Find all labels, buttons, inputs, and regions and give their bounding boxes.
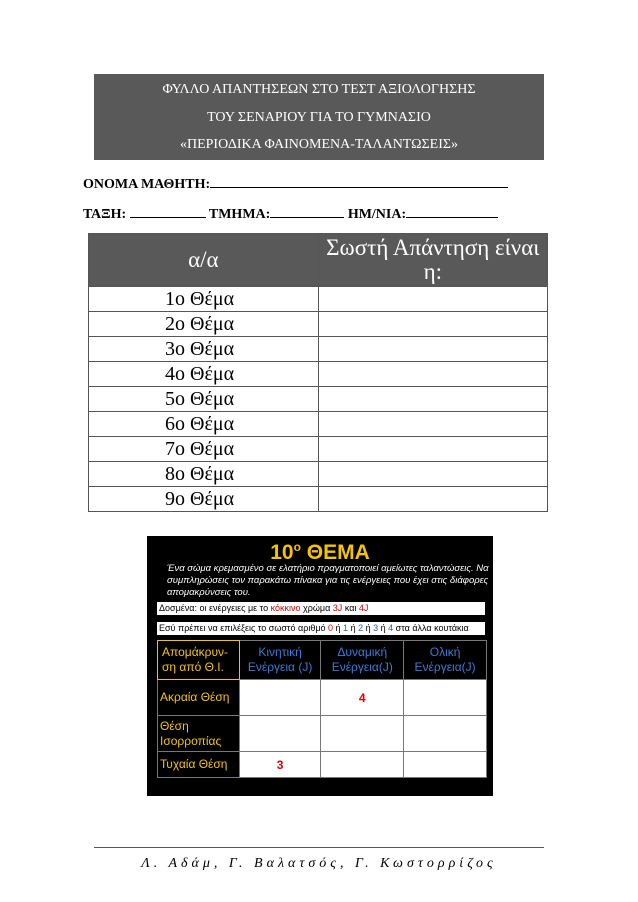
answer-cell[interactable] — [318, 437, 547, 462]
header-line-1: ΦΥΛΛΟ ΑΠΑΝΤΗΣΕΩΝ ΣΤΟ ΤΕΣΤ ΑΞΙΟΛΟΓΗΣΗΣ — [162, 82, 476, 97]
student-name-field — [83, 174, 508, 193]
choice-0: 0 — [328, 623, 334, 633]
choice-2: 2 — [358, 623, 364, 633]
energy-table — [157, 640, 487, 778]
given-and: και — [342, 603, 359, 613]
title-number: 10 — [270, 541, 294, 564]
table-row — [89, 287, 548, 312]
question-label: 1ο Θέμα — [89, 287, 319, 312]
title-superscript: ο — [293, 540, 301, 554]
class-line[interactable] — [130, 204, 206, 218]
date-line[interactable] — [406, 204, 498, 218]
question-label: 8ο Θέμα — [89, 462, 319, 487]
total-cell[interactable] — [404, 716, 487, 752]
or-1: ή — [333, 623, 344, 633]
given-value-2: 4J — [358, 603, 369, 613]
kinetic-cell[interactable]: 3 — [239, 752, 320, 778]
given-value-1: 3J — [332, 603, 343, 613]
header-line-3: «ΠΕΡΙΟΔΙΚΑ ΦΑΙΝΟΜΕΝΑ-ΤΑΛΑΝΤΩΣΕΙΣ» — [179, 137, 459, 152]
potential-cell[interactable] — [321, 752, 404, 778]
potential-cell[interactable]: 4 — [321, 680, 404, 716]
answer-cell[interactable] — [318, 387, 547, 412]
question-10-title — [147, 540, 493, 565]
or-4: ή — [378, 623, 389, 633]
or-3: ή — [363, 623, 374, 633]
given-prefix: Δοσμένα: οι ενέργειες με το — [159, 603, 271, 613]
student-name-line[interactable] — [210, 174, 508, 188]
answer-cell[interactable] — [318, 287, 547, 312]
answer-cell[interactable] — [318, 337, 547, 362]
given-mid: χρώμα — [300, 603, 333, 613]
table-row — [89, 462, 548, 487]
header-line-2: ΤΟΥ ΣΕΝΑΡΙΟΥ ΓΙΑ ΤΟ ΓΥΜΝΑΣΙΟ — [207, 110, 431, 125]
col-number-header: α/α — [89, 234, 319, 287]
footer-authors: Λ. Αδάμ, Γ. Βαλατσός, Γ. Κωστορρίζος — [141, 856, 497, 871]
answer-cell[interactable] — [318, 312, 547, 337]
answer-table — [88, 233, 548, 512]
table-row — [89, 337, 548, 362]
answer-cell[interactable] — [318, 362, 547, 387]
given-red-word: κόκκινο — [270, 603, 301, 613]
or-2: ή — [348, 623, 359, 633]
displacement-header: Απομάκρυν-ση από Θ.Ι. — [158, 641, 240, 680]
table-row — [89, 362, 548, 387]
question-label: 3ο Θέμα — [89, 337, 319, 362]
potential-header: Δυναμική Ενέργεια(J) — [321, 641, 404, 680]
choice-3: 3 — [373, 623, 379, 633]
table-row — [158, 752, 487, 778]
row-label: Τυχαία Θέση — [158, 752, 240, 778]
table-row — [89, 387, 548, 412]
total-cell[interactable] — [404, 752, 487, 778]
header-box — [94, 74, 544, 160]
given-bar — [157, 602, 485, 615]
table-row — [158, 716, 487, 752]
choice-1: 1 — [343, 623, 349, 633]
answer-cell[interactable] — [318, 487, 547, 512]
total-cell[interactable] — [404, 680, 487, 716]
answer-cell[interactable] — [318, 412, 547, 437]
table-row — [158, 680, 487, 716]
row-label: Θέση Ισορροπίας — [158, 716, 240, 752]
student-name-label: ΟΝΟΜΑ ΜΑΘΗΤΗ: — [83, 177, 211, 192]
table-row — [89, 312, 548, 337]
question-label: 5ο Θέμα — [89, 387, 319, 412]
question-10-panel — [147, 536, 493, 796]
kinetic-cell[interactable] — [239, 716, 320, 752]
answer-cell[interactable] — [318, 462, 547, 487]
question-label: 6ο Θέμα — [89, 412, 319, 437]
choice-4: 4 — [388, 623, 394, 633]
potential-cell[interactable] — [321, 716, 404, 752]
title-word: ΘΕΜΑ — [306, 541, 370, 564]
table-row — [89, 437, 548, 462]
kinetic-header: Κινητική Ενέργεια (J) — [239, 641, 320, 680]
question-label: 9ο Θέμα — [89, 487, 319, 512]
table-row — [89, 487, 548, 512]
section-line[interactable] — [270, 204, 344, 218]
table-row — [89, 412, 548, 437]
date-label: ΗΜ/ΝΙΑ: — [347, 207, 407, 222]
kinetic-cell[interactable] — [239, 680, 320, 716]
answer-table-header — [89, 234, 548, 287]
class-label: ΤΑΞΗ: — [83, 207, 127, 222]
footer-divider — [94, 847, 544, 848]
col-answer-header: Σωστή Απάντηση είναι η: — [318, 234, 547, 287]
question-10-description: Ένα σώμα κρεμασμένο σε ελατήριο πραγματοποιεί αμείωτες ταλαντώσεις. Να συμπληρώσεις τον παρακάτω πίνακα για τις ενέργειες που έχει στις διάφορες απομακρύνσεις του. — [167, 563, 489, 598]
instruction-bar — [157, 622, 485, 635]
instruction-prefix: Εσύ πρέπει να επιλέξεις το σωστό αριθμό — [159, 623, 329, 633]
row-label: Ακραία Θέση — [158, 680, 240, 716]
energy-table-header — [158, 641, 487, 680]
question-label: 7ο Θέμα — [89, 437, 319, 462]
section-label: ΤΜΗΜΑ: — [208, 207, 271, 222]
question-label: 4ο Θέμα — [89, 362, 319, 387]
total-header: Ολική Ενέργεια(J) — [404, 641, 487, 680]
instruction-suffix: στα άλλα κουτάκια — [393, 623, 469, 633]
class-row — [83, 204, 498, 223]
question-label: 2ο Θέμα — [89, 312, 319, 337]
